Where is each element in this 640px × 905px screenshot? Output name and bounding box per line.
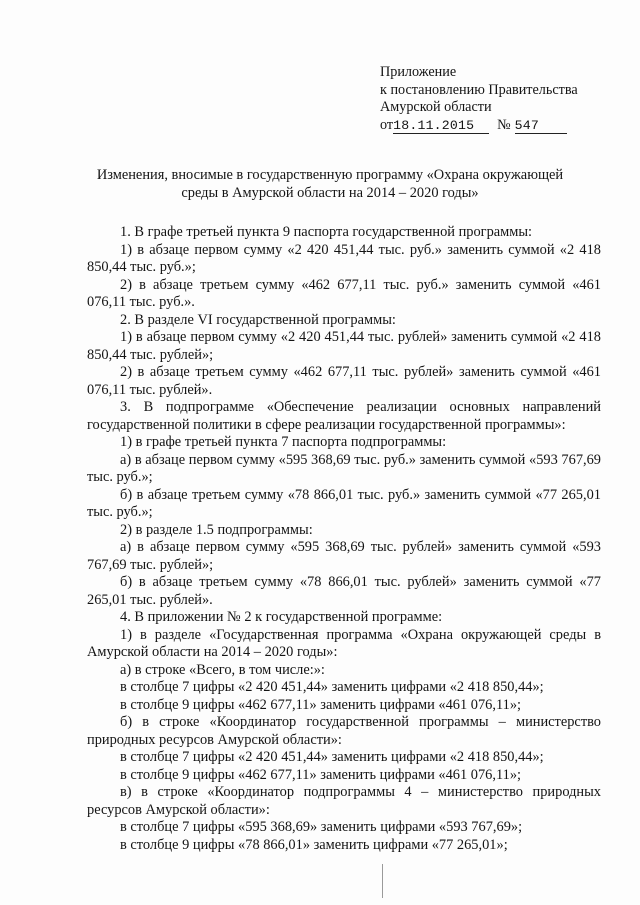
- date-value: 18.11.2015: [393, 118, 489, 134]
- paragraph-4-1-c-col7: в столбце 7 цифры «595 368,69» заменить цифрами «593 767,69»;: [120, 819, 523, 835]
- date-prefix: от: [380, 116, 394, 133]
- paragraph-1-1: 1) в абзаце первом сумму «2 420 451,44 тыс. руб.» заменить суммой «2 418 850,44 тыс. руб.»;: [87, 241, 601, 275]
- paragraph-4-1-c-col9: в столбце 9 цифры «78 866,01» заменить цифрами «77 265,01»;: [120, 836, 508, 853]
- paragraph-4-1: 1) в разделе «Государственная программа «Охрана окружающей среды в Амурской области на 2014 – 2020 годы»:: [87, 626, 601, 660]
- paragraph-4-1-c: в) в строке «Координатор подпрограммы 4 – министерство природных ресурсов Амурской области»:: [87, 784, 601, 818]
- paragraph-3-2-a: а) в абзаце первом сумму «595 368,69 тыс. рублей» заменить суммой «593 767,69 тыс. рублей»;: [87, 539, 601, 573]
- paragraph-2: 2. В разделе VI государственной программы:: [120, 311, 396, 328]
- paragraph-3-1-a: а) в абзаце первом сумму «595 368,69 тыс. руб.» заменить суммой «593 767,69 тыс. руб.»;: [87, 451, 601, 485]
- paragraph-4: 4. В приложении № 2 к государственной программе:: [120, 609, 443, 625]
- scan-artifact-line: [382, 864, 383, 898]
- paragraph-2-2: 2) в абзаце третьем сумму «462 677,11 тыс. рублей» заменить суммой «461 076,11 тыс. рублей».: [87, 364, 601, 398]
- number-prefix: №: [497, 116, 511, 133]
- appendix-label: Приложение: [380, 64, 457, 80]
- appendix-header: [380, 64, 620, 134]
- paragraph-4-1-a: а) в строке «Всего, в том числе:»:: [120, 661, 325, 678]
- paragraph-4-1-b-col7: в столбце 7 цифры «2 420 451,44» заменить цифрами «2 418 850,44»;: [120, 749, 544, 765]
- number-value: 547: [515, 118, 567, 134]
- paragraph-4-1-b: б) в строке «Координатор государственной программы – министерство природных ресурсов Амурской области»:: [87, 714, 601, 748]
- paragraph-3-1: 1) в графе третьей пункта 7 паспорта подпрограммы:: [120, 434, 447, 450]
- document-body: [87, 224, 601, 854]
- paragraph-2-1: 1) в абзаце первом сумму «2 420 451,44 тыс. рублей» заменить суммой «2 418 850,44 тыс. рублей»;: [87, 329, 601, 363]
- paragraph-4-1-b-col9: в столбце 9 цифры «462 677,11» заменить цифрами «461 076,11»;: [120, 766, 522, 783]
- title-line-2: среды в Амурской области на 2014 – 2020 годы»: [181, 185, 479, 201]
- paragraph-4-1-a-col7: в столбце 7 цифры «2 420 451,44» заменить цифрами «2 418 850,44»;: [120, 679, 544, 695]
- paragraph-3: 3. В подпрограмме «Обеспечение реализации основных направлений государственной политики в сфере реализации государственной программы»:: [87, 399, 601, 433]
- paragraph-3-1-b: б) в абзаце третьем сумму «78 866,01 тыс. руб.» заменить суммой «77 265,01 тыс. руб.»;: [87, 486, 601, 520]
- paragraph-3-2: 2) в разделе 1.5 подпрограммы:: [120, 521, 313, 538]
- paragraph-3-2-b: б) в абзаце третьем сумму «78 866,01 тыс. рублей» заменить суммой «77 265,01 тыс. рублей».: [87, 574, 601, 608]
- appendix-region-line: Амурской области: [380, 99, 492, 115]
- document-title: [60, 166, 600, 202]
- paragraph-1-2: 2) в абзаце третьем сумму «462 677,11 тыс. руб.» заменить суммой «461 076,11 тыс. руб.».: [87, 276, 601, 310]
- appendix-resolution-line: к постановлению Правительства: [380, 81, 578, 98]
- title-line-1: Изменения, вносимые в государственную программу «Охрана окружающей: [96, 167, 564, 183]
- paragraph-1: 1. В графе третьей пункта 9 паспорта государственной программы:: [120, 224, 533, 240]
- paragraph-4-1-a-col9: в столбце 9 цифры «462 677,11» заменить цифрами «461 076,11»;: [120, 696, 522, 713]
- appendix-date-line: [380, 117, 620, 135]
